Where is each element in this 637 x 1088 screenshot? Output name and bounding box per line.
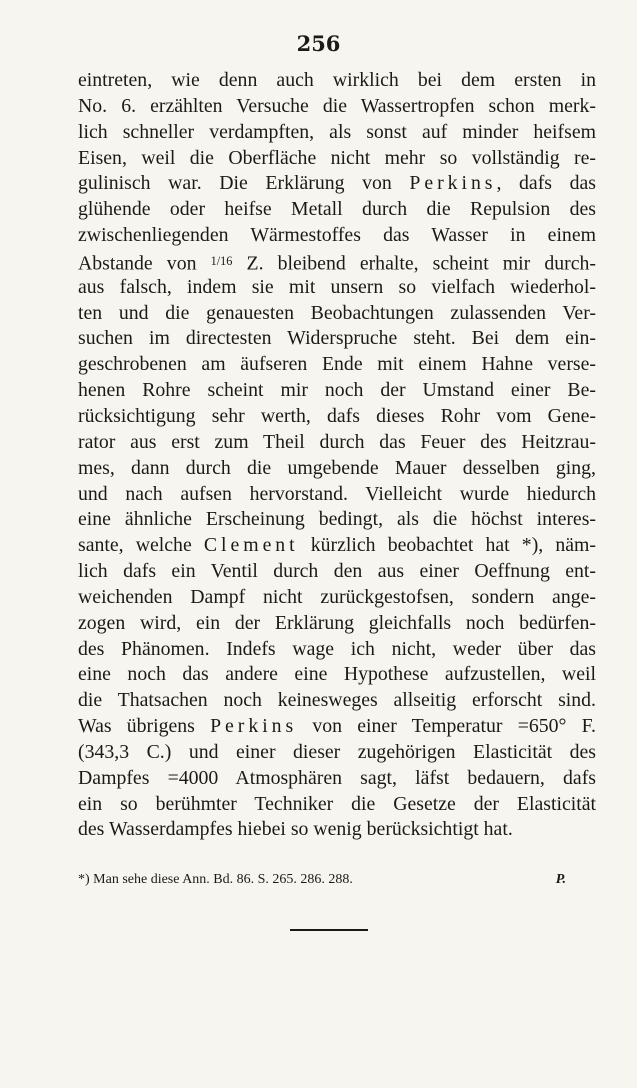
text-line: eine noch das andere eine Hypothese aufzustellen, weil (78, 663, 596, 686)
text-line-part: Was übrigens (78, 715, 195, 738)
text-line: des Phänomen. Indefs wage ich nicht, weder über das (78, 637, 596, 660)
text-line-part: Die Erklärung von (219, 172, 392, 195)
text-line: glühende oder heifse Metall durch die Repulsion des (78, 198, 596, 221)
text-line (78, 171, 596, 197)
text-line (78, 249, 596, 275)
text-line: eintreten, wie denn auch wirklich bei dem ersten in (78, 69, 596, 91)
text-line: lich schneller verdampften, als sonst auf minder heifsem (78, 120, 596, 143)
text-line (78, 533, 596, 559)
text-line-part: von einer Temperatur =650° F. (312, 715, 596, 738)
text-line: henen Rohre scheint mir noch der Umstand einer Be- (78, 379, 596, 402)
text-line: und nach aufsen hervorstand. Vielleicht wurde hiedurch (78, 482, 596, 505)
text-line: des Wasserdampfes hiebei so wenig berücksichtigt hat. (78, 818, 513, 841)
text-line: die Thatsachen noch keinesweges allseitig erforscht sind. (78, 689, 596, 712)
text-line-part: sante, welche (78, 534, 192, 557)
text-line: eine ähnliche Erscheinung bedingt, als die höchst interes- (78, 508, 596, 531)
page-number: 256 (296, 31, 341, 56)
text-line: aus falsch, indem sie mit unsern so vielfach wiederhol- (78, 275, 596, 298)
person-name: Clement (203, 534, 299, 557)
text-line-part: gulinisch war. (78, 172, 202, 195)
text-line: lich dafs ein Ventil durch den aus einer Oeffnung ent- (78, 560, 596, 583)
footnote-signature: P. (555, 872, 566, 887)
ornamental-rule (290, 929, 368, 931)
text-line: No. 6. erzählten Versuche die Wassertropfen schon merk- (78, 94, 596, 117)
text-line: mes, dann durch die umgebende Mauer desselben ging, (78, 456, 596, 479)
text-line: rator aus erst zum Theil durch das Feuer des Heitzrau- (78, 430, 596, 453)
text-line: ein so berühmter Techniker die Gesetze der Elasticität (78, 792, 596, 815)
text-line: rücksichtigung sehr werth, dafs dieses Rohr vom Gene- (78, 404, 596, 427)
text-line: suchen im directesten Widerspruche steht. Bei dem ein- (78, 327, 596, 350)
text-line: Eisen, weil die Oberfläche nicht mehr so vollständig re- (78, 146, 596, 169)
text-line-part: Abstande von (78, 252, 197, 275)
text-line-part: , dafs das (496, 172, 596, 195)
person-name: Perkins (210, 715, 298, 738)
footnote (78, 872, 566, 888)
fraction: 1/16 (210, 253, 233, 268)
text-line-part: kürzlich beobachtet hat *), näm- (310, 534, 597, 557)
text-line: geschrobenen am äufseren Ende mit einem Hahne verse- (78, 353, 596, 376)
text-line: zwischenliegenden Wärmestoffes das Wasser in einem (78, 224, 596, 247)
footnote-text: *) Man sehe diese Ann. Bd. 86. S. 265. 286. 288. (78, 872, 353, 887)
text-line: (343,3 C.) und einer dieser zugehörigen Elasticität des (78, 740, 596, 763)
body-text (78, 68, 596, 843)
text-line: weichenden Dampf nicht zurückgestofsen, sondern ange- (78, 585, 596, 608)
text-line-part: Z. bleibend erhalte, scheint mir durch- (246, 252, 596, 275)
text-line (78, 714, 596, 740)
text-line: Dampfes =4000 Atmosphären sagt, läfst bedauern, dafs (78, 766, 596, 789)
text-line: ten und die genauesten Beobachtungen zulassenden Ver- (78, 301, 596, 324)
person-name: Perkins (409, 172, 497, 195)
text-line: zogen wird, ein der Erklärung gleichfalls noch bedürfen- (78, 611, 596, 634)
